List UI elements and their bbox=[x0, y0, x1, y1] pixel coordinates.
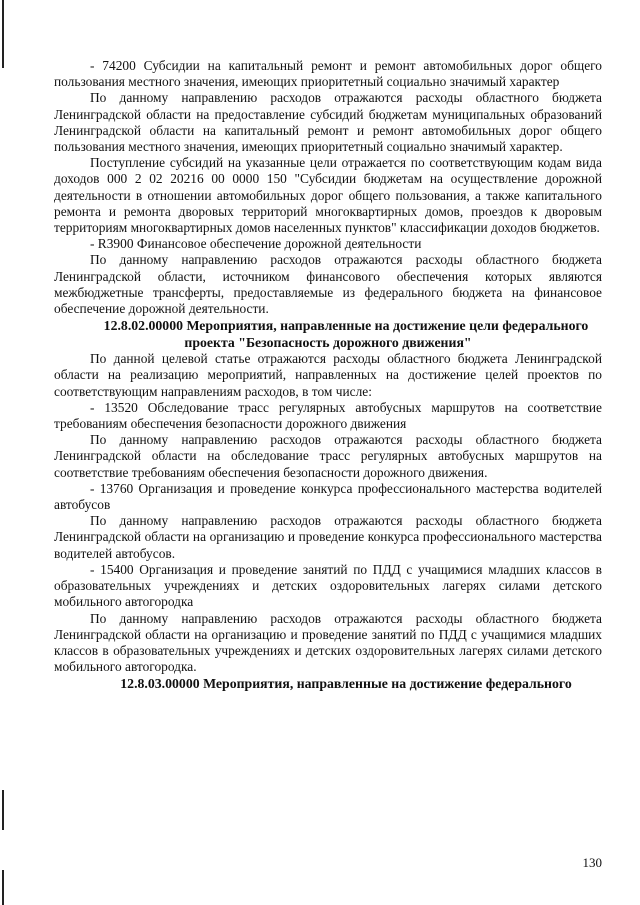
section-heading: 12.8.03.00000 Мероприятия, направленные на достижение федерального bbox=[120, 676, 572, 692]
paragraph: - 13520 Обследование трасс регулярных автобусных маршрутов на соответствие требованиям обеспечения безопасности дорожного движения bbox=[54, 399, 602, 432]
scan-edge-mark bbox=[2, 870, 4, 905]
paragraph: - 74200 Субсидии на капитальный ремонт и ремонт автомобильных дорог общего пользования местного значения, имеющих приоритетный социально значимый характер bbox=[54, 58, 602, 90]
paragraph: По данной целевой статье отражаются расходы областного бюджета Ленинградской области на реализацию мероприятий, направленных на достижение целей проектов по соответствующим направлениям расходов, в том числе: bbox=[54, 351, 602, 399]
scan-edge-mark bbox=[2, 790, 4, 830]
paragraph: По данному направлению расходов отражаются расходы областного бюджета Ленинградской области, источником финансового обеспечения которых являются межбюджетные трансферты, предоставляемые из федерального бюджета на финансовое обеспечение дорожной деятельности. bbox=[54, 252, 602, 317]
paragraph: По данному направлению расходов отражаются расходы областного бюджета Ленинградской области на предоставление субсидий бюджетам муниципальных образований Ленинградской области на капитальный ремонт и ремонт автомобильных дорог общего пользования местного значения, имеющих приоритетный социально значимый характер. bbox=[54, 90, 602, 155]
page-body bbox=[54, 58, 602, 692]
paragraph: - 13760 Организация и проведение конкурса профессионального мастерства водителей автобусов bbox=[54, 480, 602, 513]
section-heading: 12.8.02.00000 Мероприятия, направленные на достижение цели федерального проекта "Безопасность дорожного движения" bbox=[103, 318, 589, 351]
paragraph: Поступление субсидий на указанные цели отражается по соответствующим кодам вида доходов 000 2 02 20216 00 0000 150 "Субсидии бюджетам на осуществление дорожной деятельности в отношении автомобильных дорог общего пользования, а также капитального ремонта и ремонта дворовых территорий многоквартирных домов, проездов к дворовым территориям многоквартирных домов населенных пунктов" классификации доходов бюджетов. bbox=[54, 155, 602, 236]
paragraph: По данному направлению расходов отражаются расходы областного бюджета Ленинградской области на организацию и проведение занятий по ПДД с учащимися младших классов в образовательных учреждениях и детских оздоровительных лагерях силами детского мобильного автогородка. bbox=[54, 610, 602, 675]
page-number: 130 bbox=[582, 855, 602, 870]
paragraph: - 15400 Организация и проведение занятий по ПДД с учащимися младших классов в образовательных учреждениях и детских оздоровительных лагерях силами детского мобильного автогородка bbox=[54, 561, 602, 610]
scan-edge-mark bbox=[2, 0, 4, 68]
paragraph: По данному направлению расходов отражаются расходы областного бюджета Ленинградской области на обследование трасс регулярных автобусных маршрутов на соответствие требованиям обеспечения безопасности дорожного движения. bbox=[54, 432, 602, 480]
paragraph: По данному направлению расходов отражаются расходы областного бюджета Ленинградской области на организацию и проведение конкурса профессионального мастерства водителей автобусов. bbox=[54, 513, 602, 561]
paragraph: - R3900 Финансовое обеспечение дорожной деятельности bbox=[90, 236, 422, 252]
